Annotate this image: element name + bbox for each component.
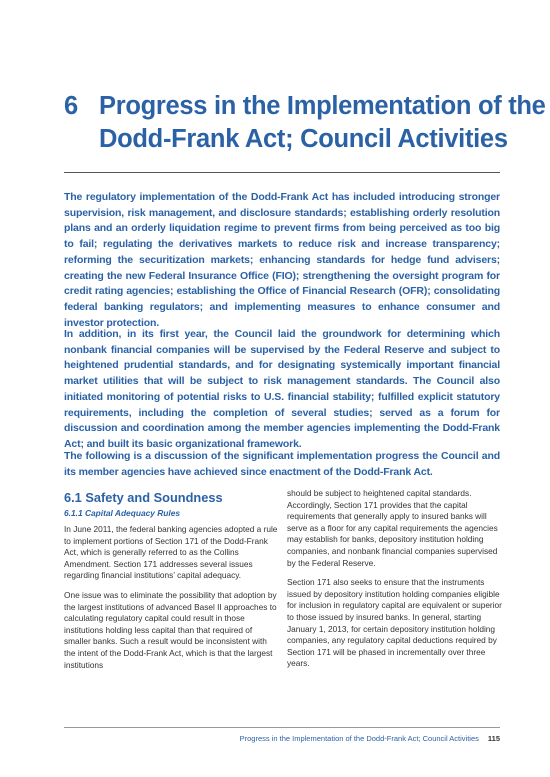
intro-paragraph-1-text: The regulatory implementation of the Dodd-Frank Act has included introducing stronger supervision, risk management, and disclosure standards; establishing orderly resolution plans and an orderly liquidation regime to prevent firms from being perceived as too big to fail; regulating the derivatives markets to reduce risk and increase transparency; reforming the securitization markets; enhancing standards for hedge fund advisers; creating the new Federal Insurance Office (FIO); strengthening the oversight program for credit rating agencies; establishing the Office of Financial Research (OFR); consolidating federal banking regulators; and implementing measures to enhance consumer and investor protection. — [64, 191, 500, 329]
subsection-heading: 6.1.1 Capital Adequacy Rules — [64, 508, 181, 518]
page-number: 115 — [487, 734, 500, 743]
intro-paragraph-3 — [64, 449, 500, 480]
title-divider — [64, 172, 500, 173]
intro-paragraph-1 — [64, 190, 500, 331]
body-paragraph: In June 2011, the federal banking agencies adopted a rule to implement portions of Section 171 of the Dodd-Frank Act, which is generally referred to as the Collins Amendment. Section 171 addresses several issues regarding financial institutions’ capital adequacy. — [64, 524, 278, 581]
body-paragraph: Section 171 also seeks to ensure that the instruments issued by depository institution holding companies eligible for inclusion in regulatory capital are equivalent or superior to those issued by insured banks. In general, starting January 1, 2013, for certain depository institution holding companies, any regulatory capital deductions required by Section 171 will be phased in incrementally over three years. — [287, 577, 502, 669]
right-column — [287, 488, 503, 678]
section-heading: 6.1 Safety and Soundness — [64, 490, 223, 505]
chapter-title-line-2: Dodd-Frank Act; Council Activities — [99, 125, 508, 153]
body-paragraph: should be subject to heightened capital standards. Accordingly, Section 171 provides that the capital requirements that generally apply to insured banks will serve as a floor for any capital requirements the agencies may establish for banks, depository institution holding companies, and nonbank financial companies supervised by the Federal Reserve. — [287, 488, 498, 568]
left-column — [64, 488, 280, 679]
footer-divider — [64, 727, 500, 728]
chapter-number: 6 — [64, 92, 78, 120]
intro-paragraph-3-text: The following is a discussion of the significant implementation progress the Council and its member agencies have achieved since enactment of the Dodd-Frank Act. — [64, 450, 500, 478]
intro-paragraph-2-text: In addition, in its first year, the Council laid the groundwork for determining which nonbank financial companies will be supervised by the Federal Reserve and subject to heightened prudential standards, and for designating systemically important financial market utilities that will be subject to risk management standards. The Council also initiated monitoring of potential risks to U.S. financial stability; fulfilled explicit statutory requirements, including the completion of several studies; served as a forum for discussion and coordination among the member agencies implementing the Dodd-Frank Act; and built its basic organizational framework. — [64, 328, 500, 450]
intro-paragraph-2 — [64, 327, 500, 453]
chapter-title-line-1: Progress in the Implementation of the — [99, 92, 546, 120]
page-footer — [64, 734, 500, 743]
body-paragraph: One issue was to eliminate the possibility that adoption by the largest institutions of advanced Basel II approaches to calculating regulatory capital could result in those institutions holding less capital than that required of smaller banks. Such a result would be inconsistent with the intent of the Dodd-Frank Act, which is that the largest institutions — [64, 589, 277, 670]
footer-running-title: Progress in the Implementation of the Dodd-Frank Act; Council Activities — [239, 734, 479, 743]
